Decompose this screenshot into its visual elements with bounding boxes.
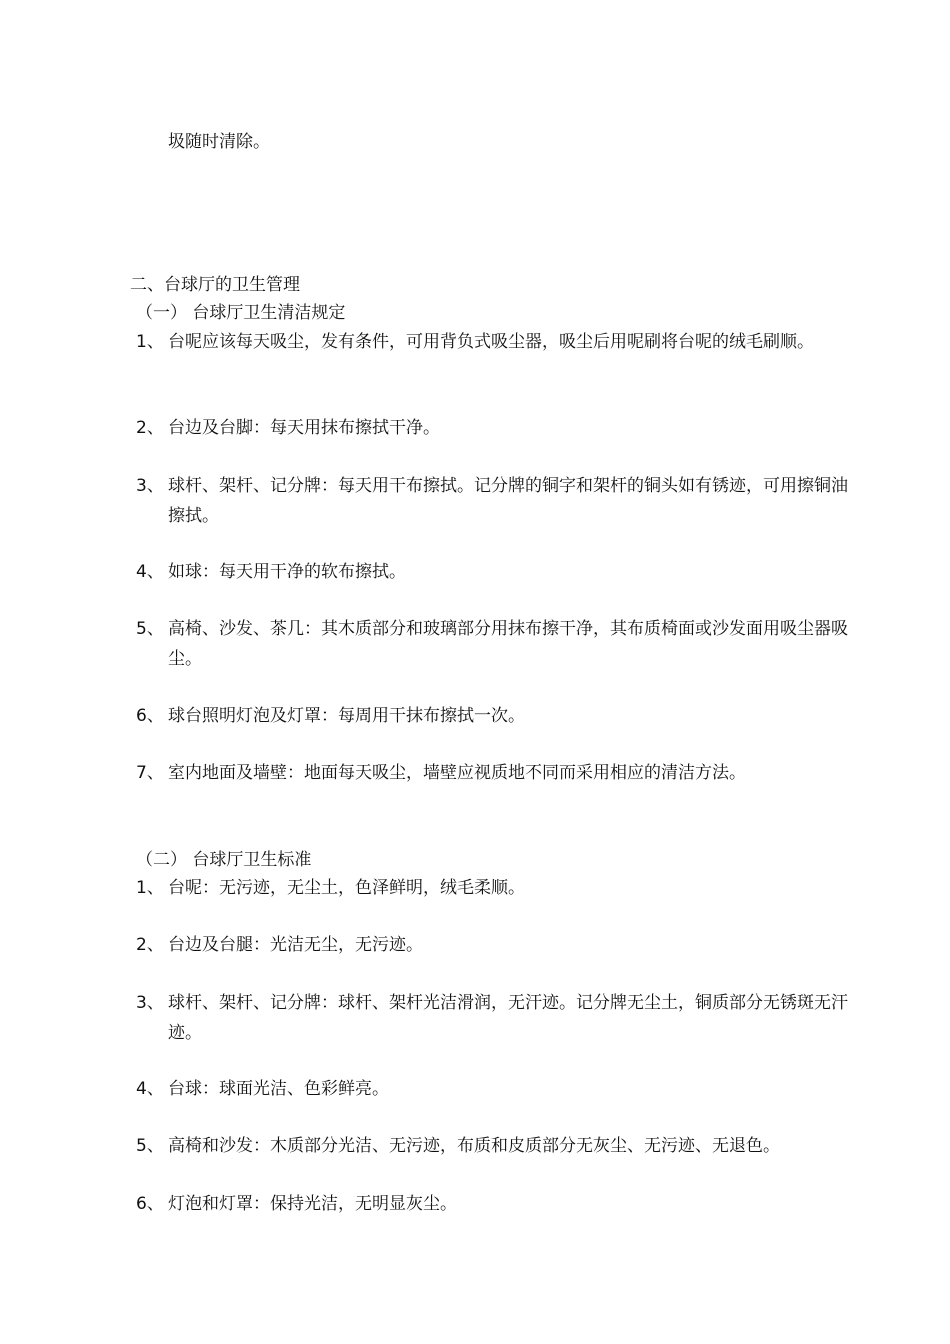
list-item: [136, 758, 856, 788]
list-item: [136, 614, 856, 674]
item-text: 台呢应该每天吸尘，发有条件，可用背负式吸尘器，吸尘后用呢刷将台呢的绒毛刷顺。: [168, 332, 814, 352]
item-text: 如球：每天用干净的软布擦拭。: [168, 562, 406, 582]
item-number: 3、: [136, 476, 164, 496]
item-number: 5、: [136, 1136, 164, 1156]
item-text: 台边及台脚：每天用抹布擦拭干净。: [168, 418, 440, 438]
item-text: 台球：球面光洁、色彩鲜亮。: [168, 1079, 389, 1099]
item-number: 4、: [136, 1079, 164, 1099]
item-number: 2、: [136, 418, 164, 438]
subsection-title-cleaning-rules: （一） 台球厅卫生清洁规定: [136, 303, 346, 323]
subsection-title-hygiene-standards: （二） 台球厅卫生标准: [136, 850, 312, 870]
item-text: 灯泡和灯罩：保持光洁，无明显灰尘。: [168, 1194, 457, 1214]
list-item: [136, 1131, 896, 1161]
item-number: 5、: [136, 619, 164, 639]
item-text: 球杆、架杆、记分牌：球杆、架杆光洁滑润，无汗迹。记分牌无尘土，铜质部分无锈斑无汗迹。: [168, 993, 848, 1043]
list-item: [136, 1189, 856, 1219]
list-item: [136, 988, 856, 1048]
list-item: [136, 327, 856, 357]
item-text: 球台照明灯泡及灯罩：每周用干抹布擦拭一次。: [168, 706, 525, 726]
item-number: 3、: [136, 993, 164, 1013]
section-title: 二、台球厅的卫生管理: [130, 275, 300, 295]
item-number: 6、: [136, 706, 164, 726]
item-text: 室内地面及墙壁：地面每天吸尘，墙壁应视质地不同而采用相应的清洁方法。: [168, 763, 746, 783]
continuation-text: 圾随时清除。: [168, 132, 270, 152]
list-item: [136, 413, 856, 443]
item-text: 高椅、沙发、茶几：其木质部分和玻璃部分用抹布擦干净，其布质椅面或沙发面用吸尘器吸尘。: [168, 619, 848, 669]
list-item: [136, 1074, 856, 1104]
list-item: [136, 930, 856, 960]
item-number: 7、: [136, 763, 164, 783]
item-text: 高椅和沙发：木质部分光洁、无污迹，布质和皮质部分无灰尘、无污迹、无退色。: [168, 1136, 780, 1156]
list-item: [136, 557, 856, 587]
item-number: 1、: [136, 332, 164, 352]
item-number: 4、: [136, 562, 164, 582]
list-item: [136, 471, 856, 531]
item-number: 1、: [136, 878, 164, 898]
item-number: 6、: [136, 1194, 164, 1214]
item-text: 台边及台腿：光洁无尘，无污迹。: [168, 935, 423, 955]
item-text: 台呢：无污迹，无尘土，色泽鲜明，绒毛柔顺。: [168, 878, 525, 898]
list-item: [136, 873, 856, 903]
item-text: 球杆、架杆、记分牌：每天用干布擦拭。记分牌的铜字和架杆的铜头如有锈迹，可用擦铜油擦拭。: [168, 476, 848, 526]
list-item: [136, 701, 856, 731]
item-number: 2、: [136, 935, 164, 955]
